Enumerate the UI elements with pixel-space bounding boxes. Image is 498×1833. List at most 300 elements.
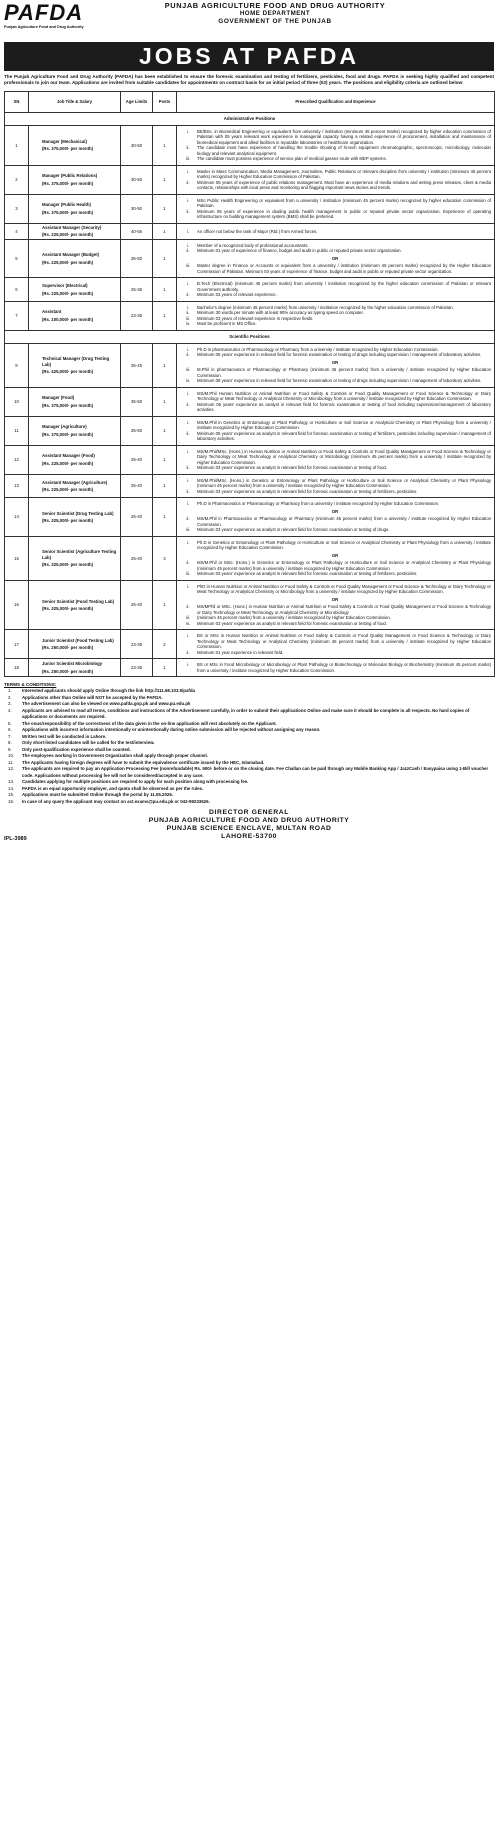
item-numeral: iii. [185,527,191,533]
row-title-cell [29,536,121,580]
job-title: Manager (Mechanical) [42,138,87,144]
qualification-item [179,449,491,466]
header-titles [96,2,494,26]
header [4,0,494,40]
table-row [5,416,495,445]
qualification-item [179,281,491,292]
row-posts: 1 [153,278,177,302]
qualification-item [179,604,491,615]
section-admin-row [5,112,495,125]
row-posts: 1 [153,580,177,630]
table-row [5,536,495,580]
row-sn: 7 [5,301,29,330]
footer-address-2: LAHORE-53700 [221,833,277,841]
table-header-row [5,91,495,112]
qualification-item [179,571,491,577]
col-posts: Posts [153,91,177,112]
row-sn: 12 [5,445,29,474]
terms-number: 13. [8,779,15,785]
qualification-item [179,198,491,209]
item-numeral: ii. [186,401,190,407]
footer-org: PUNJAB AGRICULTURE FOOD AND DRUG AUTHORITY [148,817,350,825]
job-title: Assistant Manager (Security) [42,224,102,230]
row-qualification [177,223,495,239]
intro-paragraph: The Punjab Agriculture Food and Drug Authority (PAFDA) has been established to ensure the forensic examination and testing of fertilizers, pesticides, food and drugs. PAFDA is seeking highly qualified and competent professionals to join our team. Applications are invited from suitable candidates for appointments on contract basis for an initial period of three (03) years. The positions and eligibility criteria are outlined below: [4,74,494,86]
row-age: 23-35 [121,659,153,677]
logo-wordmark: PAFDA [4,0,84,25]
item-text: Ph.D in Pharmaceutics or Pharmacology or Pharmacy from a university / institute recognized by Higher Education Commission. [197,501,440,507]
qualification-item [179,431,491,442]
col-qualification: Prescribed Qualification and Experience [177,91,495,112]
job-salary: (Rs. 225,000/- per month) [42,460,94,466]
terms-number: 15. [8,792,15,798]
authority-name: PUNJAB AGRICULTURE FOOD AND DRUG AUTHORITY [164,1,386,10]
qualification-item [179,321,491,327]
row-sn: 16 [5,580,29,630]
terms-text: The applicants are required to pay an Application Processing Fee (nonrefundable) Rs. 900/- before or on the closing date. Fee Challan can be paid through any Mobile Banking App / JazzCash / Easypaisa using 1-Bill voucher code. Applications without processing fee will not be considered/accepted in any case. [22,766,489,778]
terms-number: 4. [8,707,12,713]
item-numeral: i. [186,281,190,287]
row-title-cell [29,659,121,677]
item-numeral: i. [186,539,190,545]
item-text: The candidate must have experience of handling the trouble shooting of hi-tech equipment chromatographic, spectroscopic, microbiology, molecular biology and relevant analytical equipment. [197,145,491,156]
row-qualification [177,416,495,445]
row-age: 25-40 [121,498,153,537]
item-numeral: i. [186,662,190,668]
item-text: MSc Public Health Engineering or equivalent from a university / institution (minimum 45 percent marks) recognized by higher education commission of Pakistan. [197,197,491,209]
row-title-cell [29,165,121,194]
table-row [5,125,495,165]
job-title: Manager (Food) [42,395,75,401]
table-row [5,445,495,474]
terms-text: Written test will be conducted in Lahore. [22,733,107,739]
item-text: Master in Mass Communication, Media Management, Journalism, Public Relations or relevant discipline from university / institution (minimum 45 percent marks) recognized by Higher Education Commission of Pakistan. [197,168,491,180]
qualification-item [179,209,491,220]
item-text: B.Tech (Electrical) (minimum 45 percent marks) from university / institution recognized by the higher education commission of Pakistan or relevant Government authority. [197,281,491,292]
table-row [5,580,495,630]
qualification-item [179,169,491,180]
item-text: Minimum 05 years of experience of public relations management. Must have an experience of media relations and writing press releases, client & media contacts, relationships with local press and monitoring and flagging important news stories and trends. [197,179,491,191]
positions-table [4,91,495,678]
row-posts: 1 [153,223,177,239]
item-text: Member of a recognized body of professional accountants. [197,242,309,248]
terms-text: Candidates applying for multiple positions are required to apply for each position along with processing fee. [22,779,249,785]
item-numeral: i. [186,242,190,248]
table-row [5,630,495,659]
terms-text: The advertisement can also be viewed on www.pafda.gop.pk and www.pu.edu.pk [22,701,191,707]
row-posts: 1 [153,239,177,278]
row-age: 23-35 [121,301,153,330]
row-age: 30-50 [121,194,153,223]
pafda-logo [4,2,96,30]
item-text: Minimum 03 years of relevant experience in respective fields. [197,315,314,321]
terms-text: Applications other than Online will NOT be accepted by the PAFDA. [22,694,163,700]
footer-address-1: PUNJAB SCIENCE ENCLAVE, MULTAN ROAD [166,825,332,833]
row-posts: 1 [153,474,177,498]
row-age: 30-50 [121,165,153,194]
item-text: BS or MSc in Food Microbiology or Microbiology or Plant Pathology or Biotechnology or Molecular Biology or Biochemistry (minimum 45 percent marks) from a university / institute recognized by Higher Education Commission. [197,662,491,673]
row-title-cell [29,343,121,387]
row-title-cell [29,498,121,537]
qualification-item [179,145,491,156]
row-qualification [177,445,495,474]
item-numeral: iii. [185,367,191,373]
terms-text: The employees working in Government Organization shall apply through proper channel. [22,753,208,759]
item-text: MS/M.Phil in Pharmaceutics or Pharmacology or Pharmacy (minimum 45 percent marks) from a university / institute recognized by Higher Education Commission. [197,516,491,527]
job-title: Assistant [42,309,62,315]
item-numeral: iv. [186,321,190,327]
row-age: 25-40 [121,536,153,580]
item-numeral: i. [186,390,190,396]
item-text: Minimum 03 years' experience as analyst in relevant field for forensic examination or testing of drugs. [197,527,390,533]
qualification-item [179,650,491,656]
row-sn: 9 [5,343,29,387]
government-name: GOVERNMENT OF THE PUNJAB [218,18,332,25]
terms-number: 3. [8,701,12,707]
table-row [5,659,495,677]
item-numeral: ii. [186,465,190,471]
item-numeral: i. [186,346,190,352]
terms-text: In case of any query the applicant may contact on act.exams@pu.edu.pk or 042-99233626. [22,798,210,804]
job-salary: (Rs. 375,000/- per month) [42,402,94,408]
job-title: Junior Scientist (Food Testing Lab) [42,637,114,643]
section-admin: Administrative Positions [5,112,495,125]
job-salary: (Rs. 325,000/- per month) [42,562,94,568]
table-row [5,239,495,278]
job-salary: (Rs. 375,000/- per month) [42,209,94,215]
qualification-item [179,527,491,533]
table-row [5,165,495,194]
job-title: Manager (Public Relations) [42,173,98,179]
table-row [5,387,495,416]
item-text: BE/BSc. in Biomedical Engineering or equivalent from university / institution (minimum 45 percent marks) recognized by higher education commission of Pakistan with 05 years relevant work experience in managerial capacity having a related experience of procurement, installation and maintenance of biomedical equipment and allied facilities in reputable laboratories or healthcare organization. [197,128,491,145]
item-numeral: iii. [185,156,191,162]
row-age: 25-40 [121,445,153,474]
job-title: Assistant Manager (Food) [42,453,95,459]
job-title: Senior Scientist (Drug Testing Lab) [42,510,114,516]
job-salary: (Rs. 375,000/- per month) [42,180,94,186]
item-text: Minimum 01 year of experience of finance, budget and audit in public or reputed private sector organization. [197,248,402,254]
terms-item [4,766,494,779]
qualification-item [179,378,491,384]
item-numeral: i. [186,304,190,310]
job-title: Technical Manager (Drug Testing Lab) [42,356,110,367]
job-title: Manager (Agriculture) [42,424,87,430]
row-posts: 1 [153,416,177,445]
row-title-cell [29,125,121,165]
terms-item [4,799,494,806]
row-age: 25-40 [121,580,153,630]
section-scientific: Scientific Positions [5,330,495,343]
terms-number: 9. [8,746,12,752]
qualification-item [179,156,491,162]
or-separator: OR [331,596,339,602]
item-text: M.Phil in pharmaceutics or Pharmacology or Pharmacy (minimum 45 percent marks) from a university / institute recognized by Higher Education Commission. [197,367,491,378]
row-qualification [177,165,495,194]
item-text: MS/M.Phil or MSc. (Hons.) in Genetics or Entomology or Plant Pathology or Horticulture or Soil Science or Analytical Chemistry or Plant Physiology (minimum 45 percent marks) from a university / institute recognized by Higher Education Commission. [197,560,491,571]
row-title-cell [29,474,121,498]
item-numeral: ii. [186,145,190,151]
row-age: 25-40 [121,474,153,498]
item-numeral: ii. [186,560,190,566]
col-title: Job Title & Salary [29,91,121,112]
item-numeral: ii. [186,292,190,298]
qualification-item [179,560,491,571]
item-text: Bachelor's degree (minimum 45 percent marks) from university / institution recognized by the higher education commission of Pakistan. [197,304,454,310]
item-text: MS/MPhil or MSc. (Hons.) in Human Nutrition or Animal Nutrition or Food Safety & Controls or Food Quality Management or Food Science & Technology or Dairy Technology or Meat Technology or Analytical Chemistry or Microbiology [197,604,491,615]
row-posts: 1 [153,165,177,194]
terms-number: 2. [8,694,12,700]
terms-number: 6. [8,727,12,733]
logo-tagline: Punjab Agriculture Food and Drug Authority [4,25,84,29]
item-text: Minimum 03 years' experience as analyst in relevant field for forensic examination or testing of food. [197,465,387,471]
row-age: 30-50 [121,125,153,165]
item-numeral: iii. [185,315,191,321]
item-text: Ph.D in pharmaceutics or Pharmacology or Pharmacy from a university / institute recognized by Higher Education Commission. [197,346,439,352]
qualification-item [179,248,491,254]
row-sn: 6 [5,278,29,302]
row-sn: 5 [5,239,29,278]
item-numeral: ii. [186,352,190,358]
terms-number: 14. [8,785,15,791]
row-qualification [177,498,495,537]
department-name: HOME DEPARTMENT [239,10,311,17]
ipl-reference: IPL-3989 [4,836,27,843]
qualification-item [179,180,491,191]
table-row [5,223,495,239]
item-text: Minimum 03 years' experience as analyst in relevant field for forensic examination or testing of food. [197,620,387,626]
row-posts: 1 [153,445,177,474]
row-age: 35-50 [121,387,153,416]
qualification-item [179,478,491,489]
qualification-item [179,501,491,507]
row-title-cell [29,416,121,445]
table-row [5,301,495,330]
row-sn: 3 [5,194,29,223]
item-numeral: ii. [186,310,190,316]
row-qualification [177,239,495,278]
terms-number: 8. [8,740,12,746]
job-title: Junior Scientist Microbiology [42,661,103,667]
row-age: 35-50 [121,239,153,278]
item-numeral: i. [186,419,190,425]
row-title-cell [29,445,121,474]
qualification-item [179,402,491,413]
row-posts: 1 [153,343,177,387]
item-numeral: i. [186,583,190,589]
item-text: Minimum 08 years' experience in relevant field for forensic examination or testing of drugs including supervision / management of laboratory activities. [197,378,482,384]
row-title-cell [29,301,121,330]
row-qualification [177,630,495,659]
footer [4,809,494,841]
terms-number: 7. [8,733,12,739]
row-posts: 1 [153,498,177,537]
job-title: Senior Scientist (Food Testing Lab) [42,598,115,604]
item-numeral: iii. [185,615,191,621]
qualification-item [179,584,491,595]
row-sn: 11 [5,416,29,445]
job-title: Manager (Public Health) [42,202,91,208]
terms-text: Applications must be submitted Online through the portal by 11.05.2026. [22,792,174,798]
item-numeral: ii. [186,516,190,522]
item-numeral: i. [186,501,190,507]
job-salary: (Rs. 100,000/- per month) [42,316,94,322]
terms-text: Interested applicants should apply Online through the link http://111.68.103.5/pafda [22,688,195,694]
item-text: Minimum 05 years' experience as analyst in relevant field for forensic examination or testing of food including supervision/management of laboratory activities. [197,401,491,413]
terms-number: 10. [8,753,15,759]
qualification-item [179,489,491,495]
row-posts: 1 [153,194,177,223]
row-posts: 1 [153,387,177,416]
table-row [5,474,495,498]
qualification-item [179,367,491,378]
job-salary: (Rs. 225,000/- per month) [42,232,94,238]
item-numeral: ii. [186,649,190,655]
row-age: 40-55 [121,223,153,239]
job-salary: (Rs. 250,000/- per month) [42,668,94,674]
qualification-item [179,621,491,627]
terms-list [4,688,494,805]
row-sn: 4 [5,223,29,239]
qualification-item [179,465,491,471]
terms-text: PAFDA is an equal opportunity employer, and quota shall be observed as per the rules. [22,785,204,791]
row-posts: 2 [153,630,177,659]
item-numeral: iv. [186,620,190,626]
terms-text: Applicants are advised to read all terms, conditions and instructions of the Advertisement carefully, in order to submit their applications Online and make sure it should be complete in all respects. No hard copies of applications or documents are required. [22,707,470,720]
item-text: Minimum 03 years' experience as analyst in relevant field for forensic examination or testing of fertilizers, pesticides. [197,571,418,577]
item-text: Master degree in Finance or Accounts or equivalent from a university / institution (minimum 45 percent marks) recognized by the Higher Education Commission of Pakistan. Minimum 03 years of experience of finance, budget and audit in public or reputed private sector organization. [197,263,491,274]
row-qualification [177,343,495,387]
item-numeral: i. [186,228,190,234]
or-separator: OR [331,508,339,514]
row-qualification [177,278,495,302]
row-age: 23-35 [121,630,153,659]
job-title: Senior Scientist (Agriculture Testing Lab) [42,549,117,560]
terms-text: Only short-listed candidates will be called for the test/interview. [22,740,155,746]
item-text: Minimum 03 years of relevant experience. [197,292,277,298]
item-text: MS/M.Phil/MSc. (Hons.) in Human Nutrition or Animal Nutrition or Food Safety & Controls or Food Quality Management or Food Science & Technology or Dairy Technology or Meat Technology or Analytical Chemistry or Microbiology (minimum 45 percent marks) from a university / institute recognized by Higher Education Commission. [197,448,491,465]
row-title-cell [29,239,121,278]
job-salary: (Rs. 225,000/- per month) [42,290,94,296]
table-row [5,343,495,387]
row-sn: 17 [5,630,29,659]
item-text: Minimum 05 years' experience in relevant field for forensic examination or testing of drugs including supervision / management of laboratory activities. [197,352,482,358]
row-title-cell [29,223,121,239]
qualification-item [179,516,491,527]
item-numeral: i. [186,128,190,134]
row-sn: 14 [5,498,29,537]
item-text: Minimum 05 years of experience in dealing public health management in public or reputed private sector organization. Experience of operating infrastructure on building management system (BMS) shall be preferred. [197,208,491,220]
job-salary: (Rs. 225,000/- per month) [42,487,94,493]
item-numeral: i. [186,477,190,483]
row-sn: 10 [5,387,29,416]
qualification-item [179,391,491,402]
terms-number: 12. [8,766,15,772]
row-sn: 18 [5,659,29,677]
qualification-item [179,420,491,431]
qualification-item [179,229,491,235]
col-age: Age Limits [121,91,153,112]
row-title-cell [29,630,121,659]
item-text: Must be proficient in MS Office. [197,321,257,327]
row-qualification [177,301,495,330]
qualification-item [179,263,491,274]
job-salary: (Rs. 425,000/- per month) [42,369,94,375]
row-qualification [177,125,495,165]
item-numeral: ii. [186,208,190,214]
table-body [5,112,495,677]
item-numeral: iii. [185,263,191,269]
terms-number: 16. [8,798,15,804]
row-sn: 15 [5,536,29,580]
item-numeral: i. [186,633,190,639]
qualification-item [179,540,491,551]
item-numeral: iii. [185,571,191,577]
item-numeral: i. [186,448,190,454]
row-title-cell [29,580,121,630]
signatory: DIRECTOR GENERAL [208,809,290,817]
item-text: Minimum 01 year experience in relevant field. [197,649,284,655]
item-numeral: ii. [186,179,190,185]
qualification-item [179,129,491,146]
job-salary: (Rs. 250,000/- per month) [42,645,94,651]
table-row [5,498,495,537]
row-qualification [177,536,495,580]
job-title: Assistant Manager (Budget) [42,252,100,258]
table-row [5,278,495,302]
job-salary: (Rs. 225,000/- per month) [42,259,94,265]
row-title-cell [29,278,121,302]
or-separator: OR [331,255,339,261]
row-qualification [177,194,495,223]
item-text: PhD in Human Nutrition or Animal Nutrition or Food Safety & Controls or Food Quality Management or Food Science & Technology or Dairy Technology or Meat Technology or Analytical Chemistry or Microbiology from a university / institute recognized by Higher Education Commission. [197,583,491,595]
or-separator: OR [331,552,339,558]
item-numeral: i. [186,168,190,174]
item-text: (minimum 45 percent marks) from a university / institute recognized by Higher Education Commission. [197,615,391,621]
item-text: MS/M.Phil Human Nutrition or Animal Nutrition or Food Safety & Controls or Food Quality Management or Food Science & Technology or Dairy Technology or Meat Technology or Analytical Chemistry or Microbiology from a university / institute recognized by Higher Education Commission. [197,390,491,402]
qualification-item [179,292,491,298]
job-salary: (Rs. 375,000/- per month) [42,146,94,152]
row-sn: 13 [5,474,29,498]
row-sn: 2 [5,165,29,194]
terms-number: 11. [8,759,14,765]
terms-text: Only post-qualification experience shall be counted. [22,746,131,752]
terms-text: Applications with incorrect information intentionally or unintentionally during online submission will be rejected without assigning any reason. [22,727,321,733]
job-salary: (Rs. 375,000/- per month) [42,431,94,437]
item-text: Minimum 03 years' experience as analyst in relevant field for forensic examination or testing of fertilizers, pesticides. [197,488,418,494]
row-posts: 1 [153,301,177,330]
row-posts: 1 [153,659,177,677]
row-sn: 1 [5,125,29,165]
row-age: 35-45 [121,343,153,387]
job-title: Assistant Manager (Agriculture) [42,479,108,485]
item-numeral: ii. [186,604,190,610]
terms-text: The Applicants having foreign degrees will have to submit the equivalence certificate issued by the HEC, Islamabad. [22,759,265,765]
row-posts: 1 [153,125,177,165]
item-numeral: ii. [186,488,190,494]
terms-heading: TERMS & CONDITIONS: [4,682,57,688]
section-scientific-row [5,330,495,343]
row-qualification [177,580,495,630]
item-numeral: i. [186,197,190,203]
table-row [5,194,495,223]
item-text: Minimum 05 years' experience as analyst in relevant field for forensic examination or testing of fertilizers, pesticides including supervision / management of laboratory activities. [197,430,491,442]
col-sn: SN [5,91,29,112]
item-numeral: ii. [186,430,190,436]
jobs-banner: JOBS AT PAFDA [4,42,494,71]
terms-number: 1. [8,688,12,694]
terms-text: The onus/responsibility of the correctness of the data given in the on-line application will rest absolutely on the Applicant. [22,720,277,726]
